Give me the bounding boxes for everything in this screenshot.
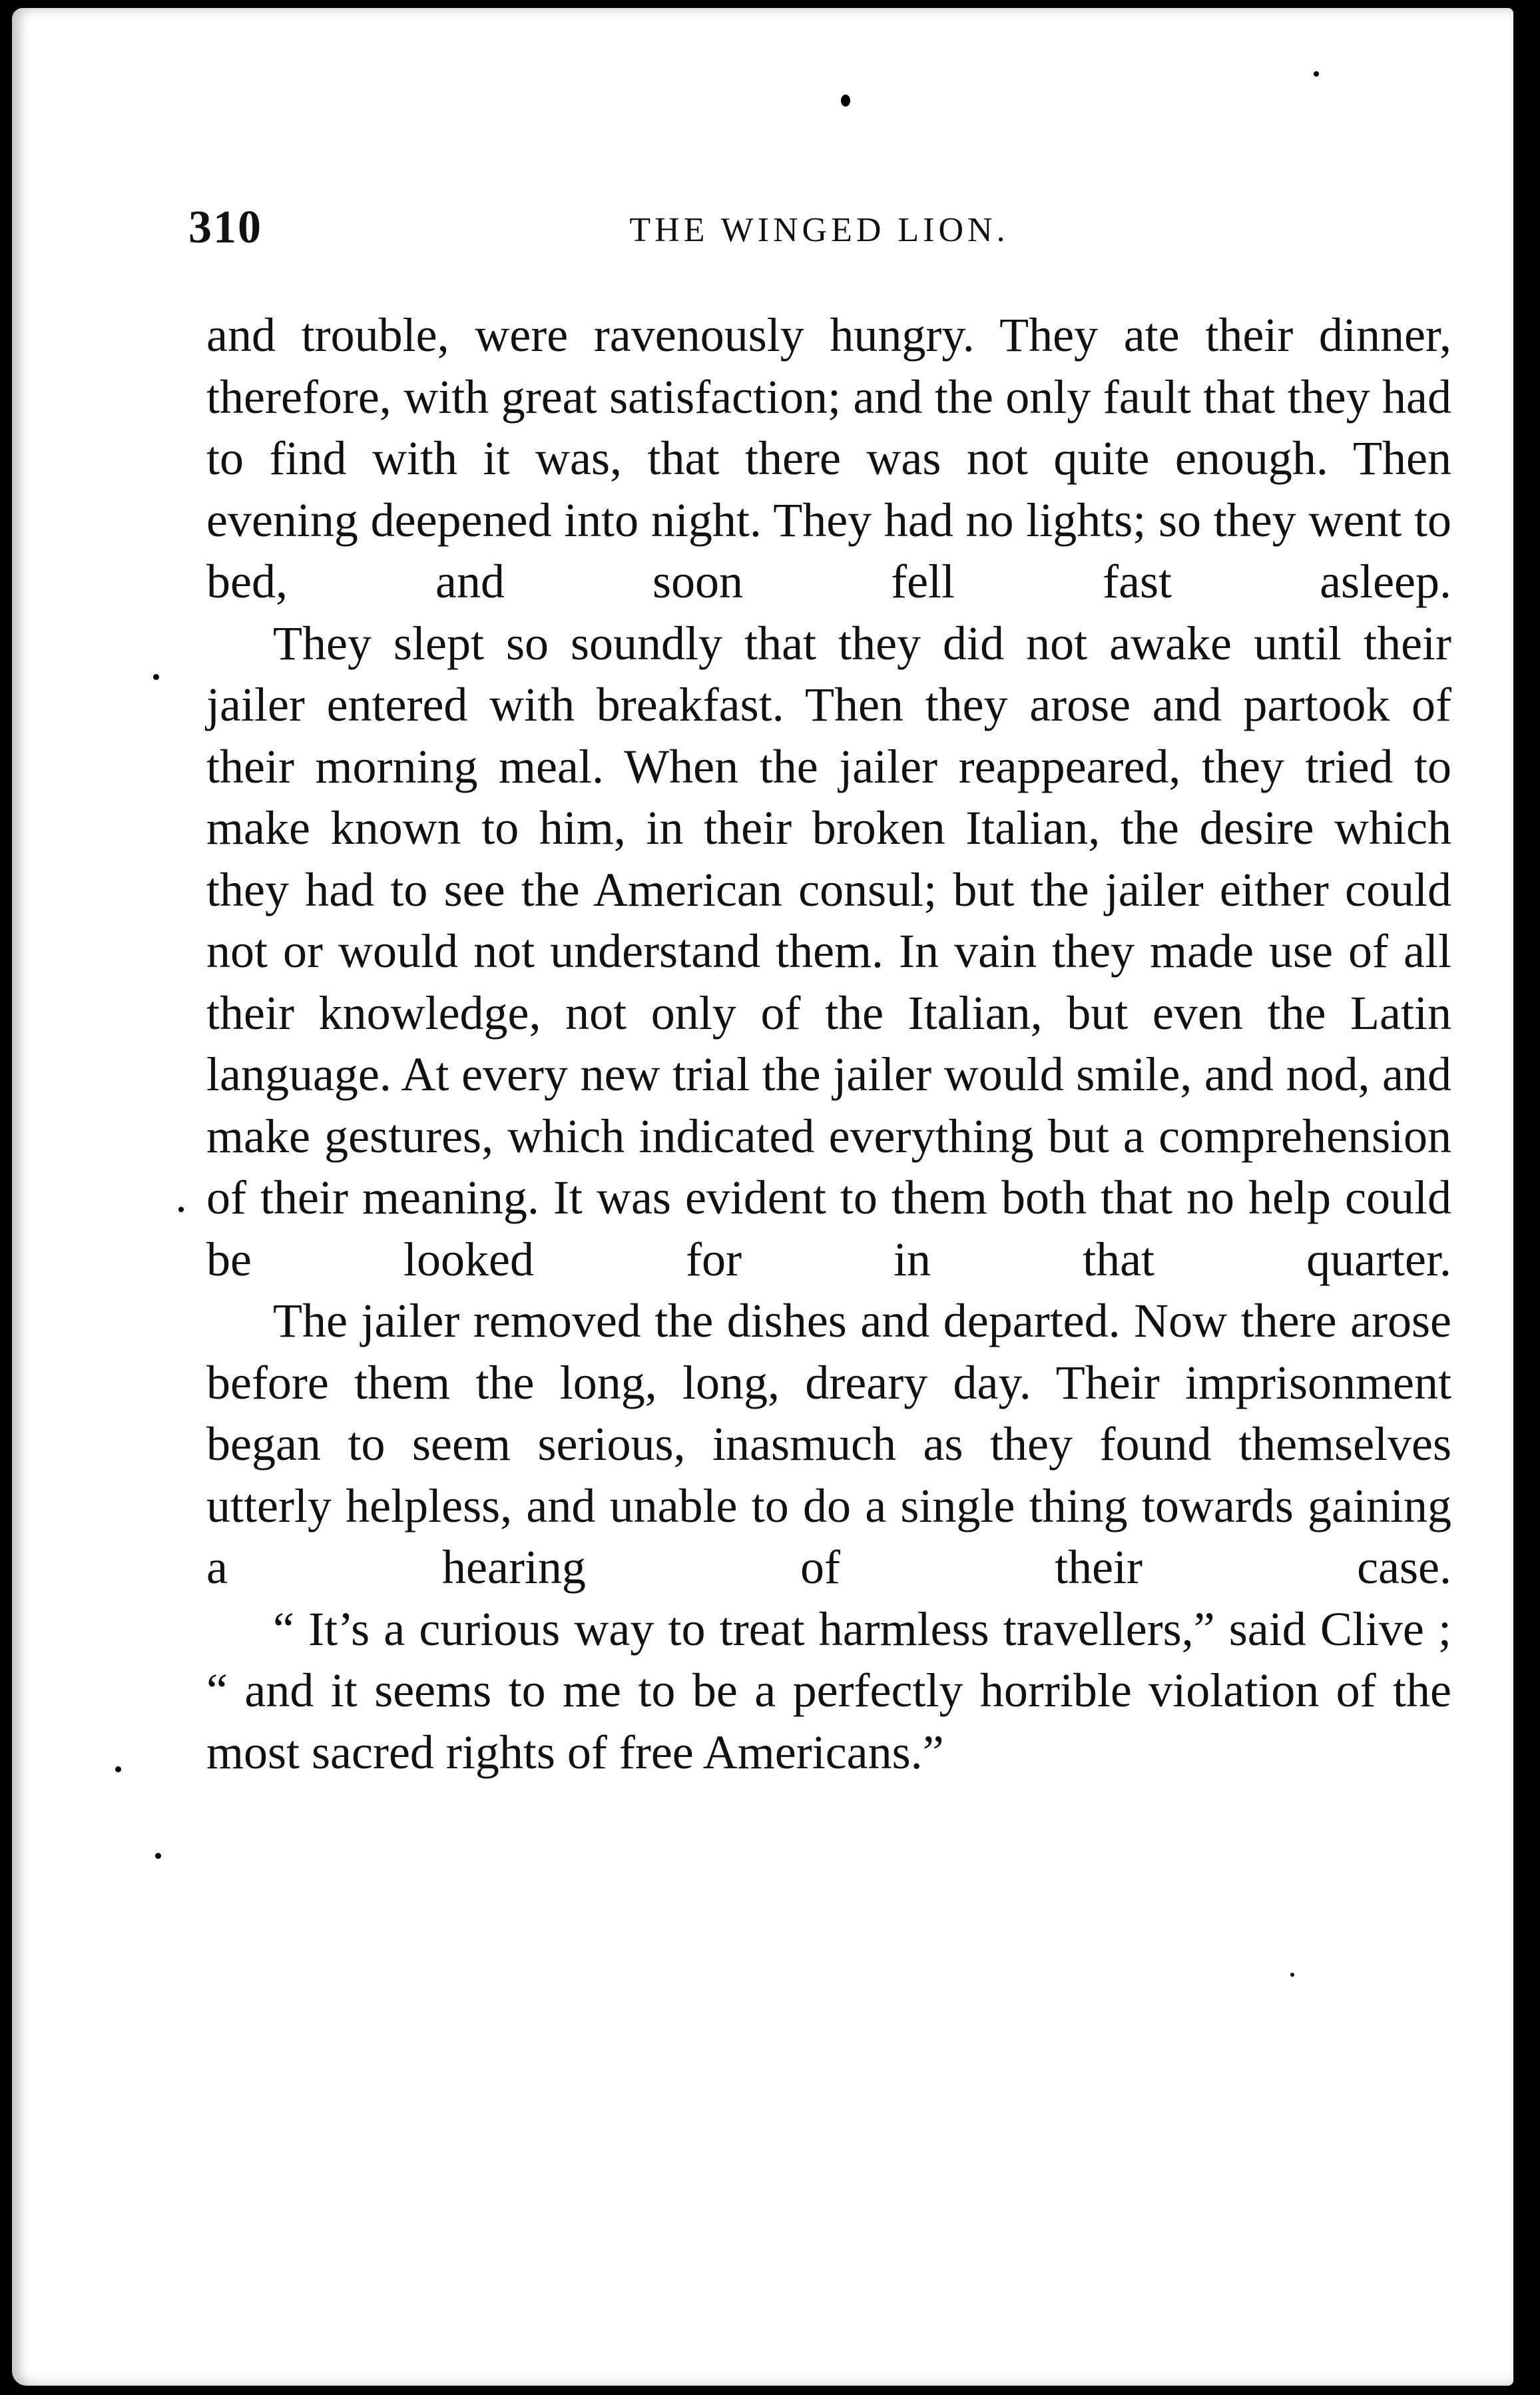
page-header	[188, 201, 1450, 261]
paragraph-3: The jailer removed the dishes and departed. Now there arose before them the long, long, dreary day. Their imprisonment began to seem serious, inasmuch as they found themselves utterly helpless, and unable to do a single thing towards gaining a hearing of their case.	[206, 1294, 1451, 1594]
paragraph-1: and trouble, were ravenously hungry. They ate their dinner, therefore, with great satisfaction; and the only fault that they had to find with it was, that there was not quite enough. Then evening deepened into night. They had no lights; so they went to bed, and soon fell fast asleep.	[206, 308, 1451, 608]
running-title: THE WINGED LION.	[629, 211, 1009, 249]
paragraph-2: They slept so soundly that they did not awake until their jailer entered with breakfast. Then they arose and partook of their morning meal. When the jailer reappeared, they tried to make known to him, in their broken Italian, the desire which they had to see the American consul; but the jailer either could not or would not understand them. In vain they made use of all their knowledge, not only of the Italian, but even the Latin language. At every new trial the jailer would smile, and nod, and make gestures, which indicated everything but a comprehension of their meaning. It was evident to them both that no help could be looked for in that quarter.	[206, 616, 1451, 1286]
page-number: 310	[188, 202, 262, 253]
book-page	[12, 8, 1513, 2386]
body-text	[206, 304, 1451, 1783]
paragraph-4: “ It’s a curious way to treat harmless travellers,” said Clive ; “ and it seems to me to be a perfectly horrible violation of the most sacred rights of free Americans.”	[206, 1602, 1451, 1779]
